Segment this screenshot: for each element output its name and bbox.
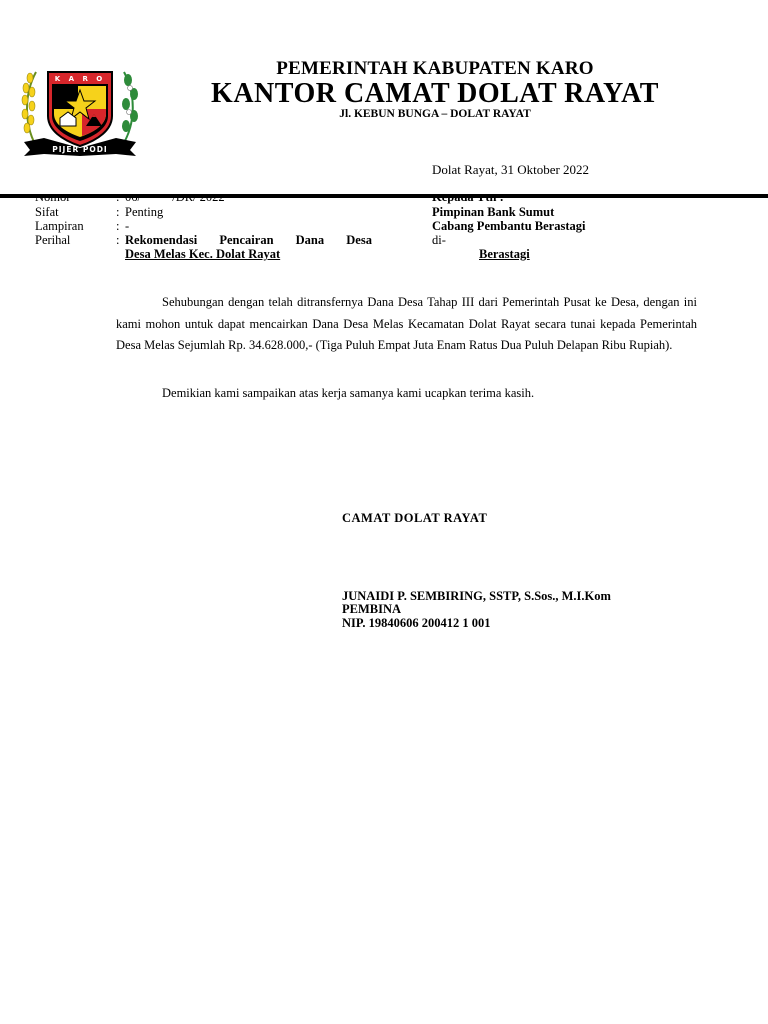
perihal-word: Desa — [346, 233, 372, 247]
signature-rank: PEMBINA — [342, 602, 402, 616]
sifat-colon: : — [116, 205, 120, 219]
perihal-line1 — [125, 233, 372, 247]
sifat-value: Penting — [125, 205, 164, 219]
perihal-word: Dana — [295, 233, 325, 247]
body-paragraph-2: Demikian kami sampaikan atas kerja samanya kami ucapkan terima kasih. — [162, 386, 535, 400]
perihal-label: Perihal — [35, 233, 71, 247]
lampiran-value: - — [125, 219, 130, 233]
signature-name: JUNAIDI P. SEMBIRING, SSTP, S.Sos., M.I.Kom — [342, 589, 611, 603]
lampiran-label: Lampiran — [35, 219, 84, 233]
recipient-place: Berastagi — [479, 247, 530, 261]
cotton-branch-icon — [122, 72, 138, 146]
letter-date: Dolat Rayat, 31 Oktober 2022 — [432, 162, 590, 177]
body-paragraph-1: Sehubungan dengan telah ditransfernya Dana Desa Tahap III dari Pemerintah Pusat ke Desa, dengan ini kami mohon untuk dapat mencairkan Dana Desa Melas Kecamatan Dolat Rayat secara tunai kepada Pemerintah Desa Melas Sejumlah Rp. 34.628.000,- (Tiga Puluh Empat Juta Enam Ratus Dua Puluh Delapan Ribu Rupiah). — [116, 295, 697, 352]
karo-regency-emblem — [18, 64, 142, 156]
letterhead-address: Jl. KEBUN BUNGA – DOLAT RAYAT — [339, 108, 531, 120]
emblem-motto: PIJER PODI — [52, 145, 108, 154]
perihal-word: Rekomendasi — [125, 233, 198, 247]
letterhead-rule — [0, 194, 768, 198]
sifat-label: Sifat — [35, 205, 59, 219]
perihal-word: Pencairan — [219, 233, 274, 247]
rice-stalk-icon — [22, 72, 36, 146]
recipient-line2: Cabang Pembantu Berastagi — [432, 219, 586, 233]
perihal-colon: : — [116, 233, 120, 247]
letterhead-government: PEMERINTAH KABUPATEN KARO — [276, 58, 594, 79]
perihal-line2: Desa Melas Kec. Dolat Rayat — [125, 247, 281, 261]
emblem-graphic — [18, 64, 142, 156]
signature-nip: NIP. 19840606 200412 1 001 — [342, 616, 491, 630]
signature-title: CAMAT DOLAT RAYAT — [342, 511, 488, 525]
emblem-top-text: K A R O — [54, 75, 106, 83]
shield-icon — [48, 72, 112, 146]
recipient-line1: Pimpinan Bank Sumut — [432, 205, 555, 219]
lampiran-colon: : — [116, 219, 120, 233]
recipient-di: di- — [432, 233, 446, 247]
letterhead-office: KANTOR CAMAT DOLAT RAYAT — [211, 78, 659, 109]
